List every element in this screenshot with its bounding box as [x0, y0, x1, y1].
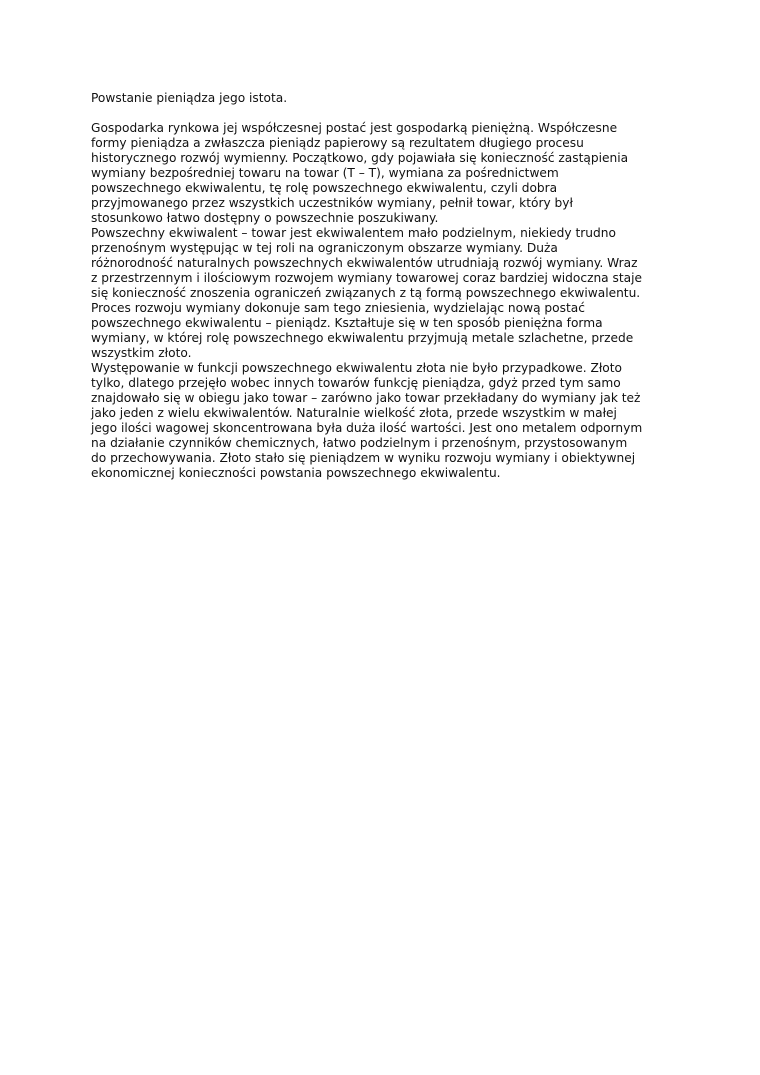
body-paragraph: [91, 121, 671, 226]
text-line: Powszechny ekwiwalent – towar jest ekwiwalentem mało podzielnym, niekiedy trudno: [91, 226, 616, 240]
document-body: [91, 121, 671, 481]
text-line: ekonomicznej konieczności powstania powszechnego ekwiwalentu.: [91, 466, 501, 480]
text-line: stosunkowo łatwo dostępny o powszechnie poszukiwany.: [91, 211, 439, 225]
text-line: historycznego rozwój wymienny. Początkowo, gdy pojawiała się konieczność zastąpienia: [91, 151, 629, 165]
body-paragraph: [91, 361, 671, 481]
text-line: Występowanie w funkcji powszechnego ekwiwalentu złota nie było przypadkowe. Złoto: [91, 361, 622, 375]
text-line: wszystkim złoto.: [91, 346, 192, 360]
text-line: przenośnym występując w tej roli na ograniczonym obszarze wymiany. Duża: [91, 241, 558, 255]
text-line: Gospodarka rynkowa jej współczesnej postać jest gospodarką pieniężną. Współczesne: [91, 121, 618, 135]
text-line: znajdowało się w obiegu jako towar – zarówno jako towar przekładany do wymiany jak też: [91, 391, 641, 405]
body-paragraph: [91, 226, 671, 361]
text-line: różnorodność naturalnych powszechnych ekwiwalentów utrudniają rozwój wymiany. Wraz: [91, 256, 638, 270]
text-line: wymiany, w której rolę powszechnego ekwiwalentu przyjmują metale szlachetne, przede: [91, 331, 634, 345]
text-line: jako jeden z wielu ekwiwalentów. Naturalnie wielkość złota, przede wszystkim w małej: [91, 406, 617, 420]
text-line: tylko, dlatego przejęło wobec innych towarów funkcję pieniądza, gdyż przed tym samo: [91, 376, 621, 390]
text-line: powszechnego ekwiwalentu – pieniądz. Kształtuje się w ten sposób pieniężna forma: [91, 316, 603, 330]
text-line: powszechnego ekwiwalentu, tę rolę powszechnego ekwiwalentu, czyli dobra: [91, 181, 558, 195]
text-line: z przestrzennym i ilościowym rozwojem wymiany towarowej coraz bardziej widoczna staje: [91, 271, 643, 285]
text-line: przyjmowanego przez wszystkich uczestników wymiany, pełnił towar, który był: [91, 196, 573, 210]
text-line: jego ilości wagowej skoncentrowana była duża ilość wartości. Jest ono metalem odpornym: [91, 421, 643, 435]
document-page: [91, 91, 671, 481]
document-title: Powstanie pieniądza jego istota.: [91, 91, 288, 105]
text-line: Proces rozwoju wymiany dokonuje sam tego zniesienia, wydzielając nową postać: [91, 301, 585, 315]
text-line: do przechowywania. Złoto stało się pieniądzem w wyniku rozwoju wymiany i obiektywnej: [91, 451, 636, 465]
text-line: się konieczność znoszenia ograniczeń związanych z tą formą powszechnego ekwiwalentu.: [91, 286, 641, 300]
text-line: formy pieniądza a zwłaszcza pieniądz papierowy są rezultatem długiego procesu: [91, 136, 584, 150]
text-line: na działanie czynników chemicznych, łatwo podzielnym i przenośnym, przystosowanym: [91, 436, 628, 450]
text-line: wymiany bezpośredniej towaru na towar (T – T), wymiana za pośrednictwem: [91, 166, 559, 180]
